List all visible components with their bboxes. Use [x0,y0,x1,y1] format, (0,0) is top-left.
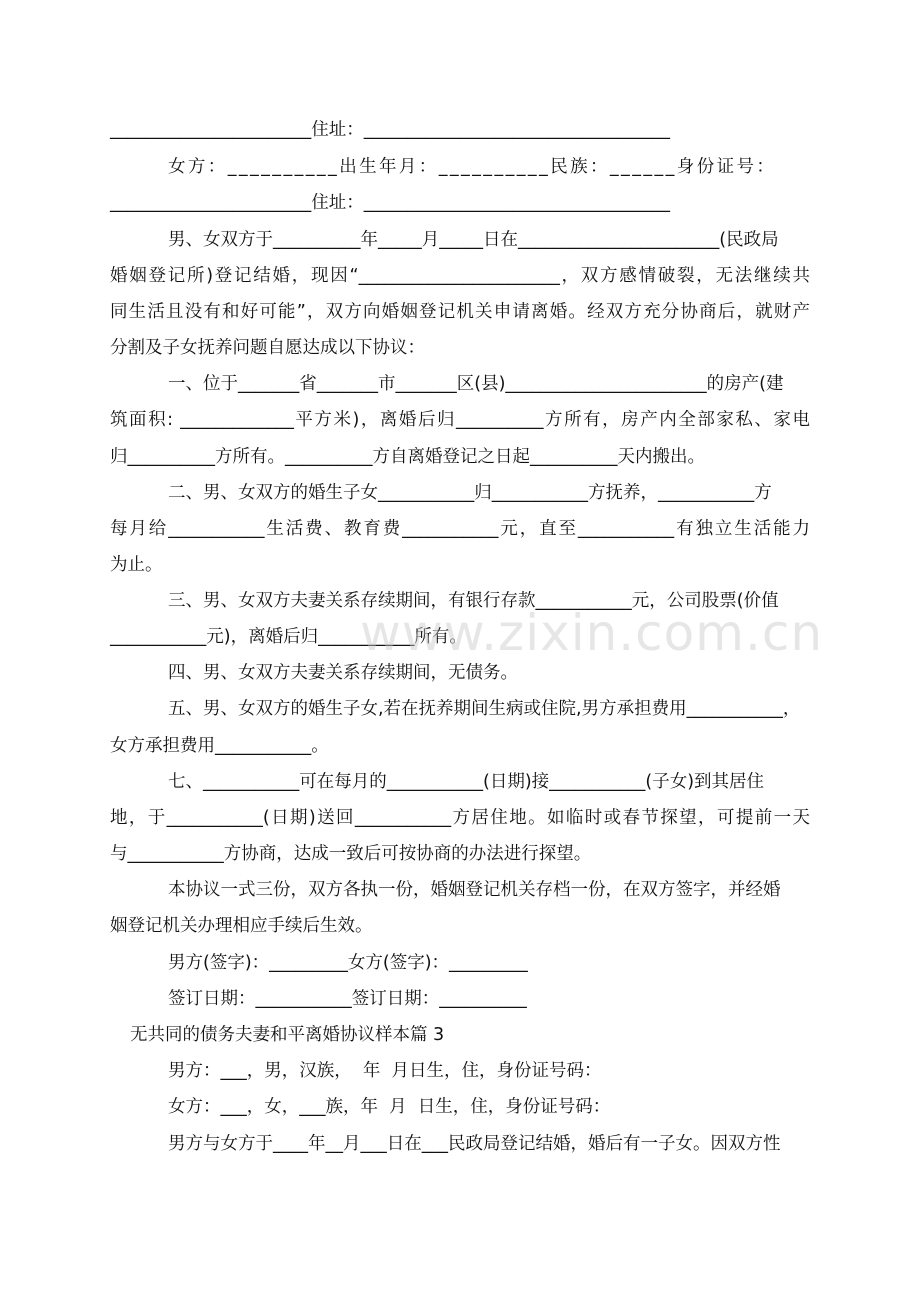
text-line-12: 每月给___________生活费、教育费___________元，直至___________有独立生活能力 [110,519,810,539]
text-line-20: 地，于___________(日期)送回___________方居住地。如临时或春节探望，可提前一天 [110,808,810,828]
text-line-5: 婚姻登记所)登记结婚，现因“_______________________，双方感情破裂，无法继续共 [110,266,810,286]
section-heading: 无共同的债务夫妻和平离婚协议样本篇 3 [130,1025,445,1045]
text-line-17: 五、男、女双方的婚生子女,若在抚养期间生病或住院,男方承担费用___________， [168,699,801,719]
text-line-10: 归__________方所有。__________方自离婚登记之日起__________天内搬出。 [110,447,705,467]
text-line-6: 同生活且没有和好可能”，双方向婚姻登记机关申请离婚。经双方充分协商后，就财产 [110,302,810,322]
text-line-13: 为止。 [110,555,163,575]
text-line-7: 分割及子女抚养问题自愿达成以下协议： [110,338,425,358]
text-line-1: _______________________住址：___________________________________ [110,120,670,140]
text-line-2: 女方：__________出生年月：__________民族：______身份证号： [168,157,777,177]
text-line-23: 姻登记机关办理相应手续后生效。 [110,916,373,936]
text-line-21: 与___________方协商，达成一致后可按协商的办法进行探望。 [110,844,592,864]
watermark: www.zixin.com.cn [360,604,824,662]
text-line-22: 本协议一式三份，双方各执一份，婚姻登记机关存档一份，在双方签字，并经婚 [168,880,781,900]
text-line-3: _______________________住址：___________________________________ [110,193,670,213]
text-line-4: 男、女双方于__________年_____月_____日在_______________________(民政局 [168,230,779,250]
text-line-16: 四、男、女双方夫妻关系存续期间，无债务。 [168,663,518,683]
text-line-14: 三、男、女双方夫妻关系存续期间，有银行存款___________元，公司股票(价值 [168,591,779,611]
text-line-24: 男方(签字)：_________女方(签字)：_________ [168,953,528,973]
text-line-28: 女方：___，女，___族，年 月 日生，住，身份证号码： [168,1097,611,1117]
text-line-9: 筑面积: _____________平方米)，离婚后归__________方所有，房产内全部家私、家电 [110,410,810,430]
text-line-19: 七、___________可在每月的___________(日期)接___________(子女)到其居住 [168,772,765,792]
text-line-25: 签订日期：___________签订日期：__________ [168,989,527,1009]
text-line-29: 男方与女方于____年__月___日在___民政局登记结婚，婚后有一子女。因双方性 [168,1134,781,1154]
text-line-11: 二、男、女双方的婚生子女___________归___________方抚养，___________方 [168,483,772,503]
text-line-27: 男方：___，男，汉族， 年 月日生，住，身份证号码： [168,1061,602,1081]
text-line-15: ___________元)，离婚后归___________所有。 [110,627,467,647]
text-line-8: 一、位于_______省_______市_______区(县)_______________________的房产(建 [168,374,784,394]
text-line-18: 女方承担费用___________。 [110,736,329,756]
